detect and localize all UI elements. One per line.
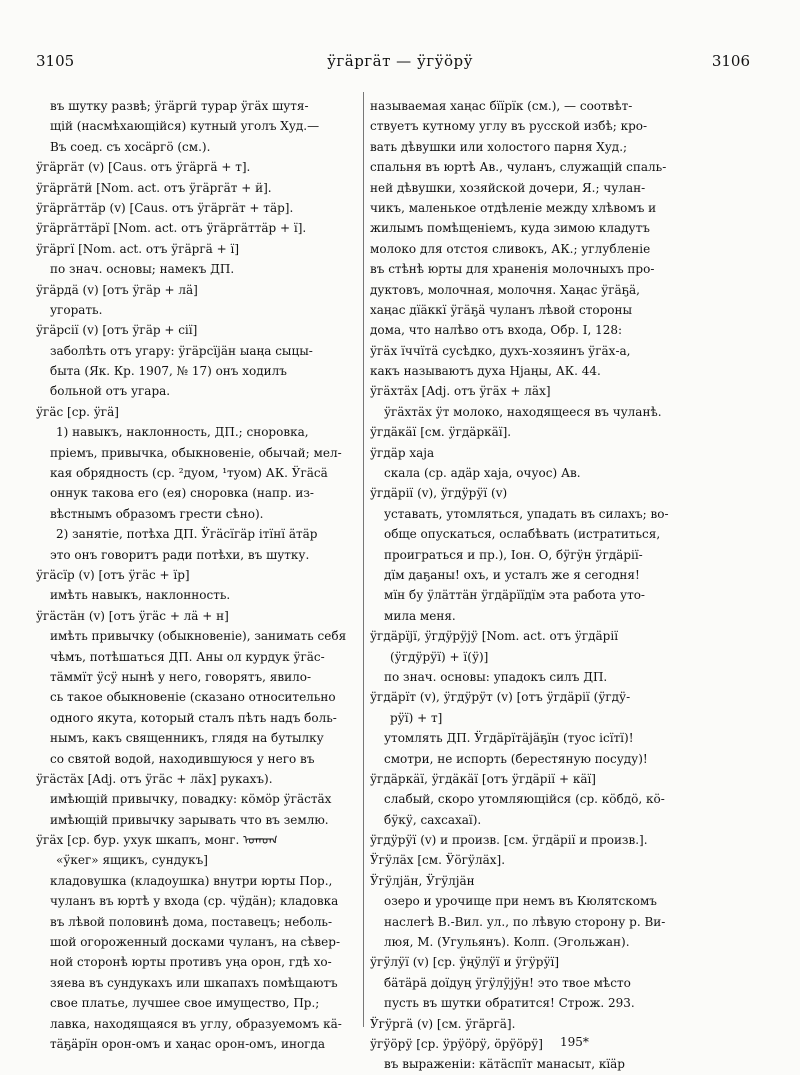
text-line: дїм даҕаны! охъ, и усталъ же я сегодня! — [384, 567, 640, 582]
text-line: оннук такова его (ея) сноровка (напр. из- — [50, 486, 314, 501]
text-line: ӱгдӓр хаја — [370, 445, 435, 460]
text-line: утомлять ДП. Ӱгдӓрїтӓјӓҕїн (туос ісїтї)! — [384, 731, 634, 746]
text-line: чикъ, маленькое отдѣленіе между хлѣвомъ и — [370, 200, 657, 215]
text-line: ӱгдӓрїјї, ӱгдӱрӱјӱ [Nom. act. отъ ӱгдӓрії — [370, 629, 619, 644]
text-line: (ӱгдӱрӱї) + ї(ӱ)] — [390, 649, 489, 664]
text-line: хаңас дїӓккї ӱгӓҕӓ чуланъ лѣвой стороны — [370, 302, 633, 317]
text-line: имѣющій привычку зарывать что въ землю. — [50, 812, 329, 827]
text-line: нымъ, какъ священникъ, глядя на бутылку — [50, 731, 324, 746]
text-line: угорать. — [50, 302, 103, 317]
text-line: ӱгӓсїр (v) [отъ ӱгӓс + їр] — [36, 567, 190, 582]
text-line: молоко для отстоя сливокъ, АК.; углубленіе — [370, 241, 651, 256]
text-line: наслегѣ В.-Вил. ул., по лѣвую сторону р. Ви- — [384, 914, 666, 929]
text-line: обще опускаться, ослабѣвать (истратиться, — [384, 527, 661, 542]
text-line: ней дѣвушки, хозяйской дочери, Я.; чулан- — [370, 180, 646, 195]
text-line: имѣющій привычку, повадку: кӧмӧр ӱгӓстӓх — [50, 792, 332, 807]
text-line: кладовушка (кладоушка) внутри юрты Пор., — [50, 873, 333, 888]
text-line: проиграться и пр.), Іон. О, бӱгӱн ӱгдӓрії- — [384, 547, 643, 562]
text-line: ӱгӓргї [Nom. act. отъ ӱгӓргӓ + ї] — [36, 241, 240, 256]
text-line: ӱгӱлӱї (v) [ср. ӱңӱлӱї и ӱгӱрӱї] — [370, 955, 560, 970]
page-number-left: 3105 — [36, 52, 75, 70]
text-line: тӓммїт ӱсӱ нынѣ у него, говорятъ, явило- — [50, 669, 311, 684]
signature-mark: 195* — [560, 1035, 589, 1049]
text-line: рӱї) + т] — [390, 710, 443, 725]
text-line: Ӱгӱргӓ (v) [см. ӱгӓргӓ]. — [370, 1016, 516, 1031]
text-line: ӱгдӓкӓї [см. ӱгдӓркӓї]. — [370, 425, 512, 440]
column-divider — [363, 92, 364, 1027]
text-line: сь такое обыкновеніе (сказано относительно — [50, 690, 336, 705]
text-line: ӱгӓс [ср. ӱгӓ] — [36, 404, 119, 419]
text-line: уставать, утомляться, упадать въ силахъ; во- — [384, 506, 669, 521]
left-column — [36, 96, 358, 1054]
text-line: «ӱкег» ящикъ, сундукъ] — [56, 853, 208, 868]
text-line: шой огороженный досками чуланъ, на сѣвер- — [50, 935, 341, 950]
text-line: въ лѣвой половинѣ дома, поставецъ; неболь- — [50, 914, 333, 929]
text-line: имѣть навыкъ, наклонность. — [50, 588, 231, 603]
text-line: чуланъ въ юртѣ у входа (ср. чӱдӓн); кладовка — [50, 894, 339, 909]
text-line: ӱгӓргӓттӓр (v) [Caus. отъ ӱгӓргӓт + тӓр]. — [36, 200, 294, 215]
text-line: пріемъ, привычка, обыкновеніе, обычай; мел- — [50, 445, 342, 460]
text-line: кая обрядность (ср. ²дуом, ¹туом) АК. Ӱгӓсӓ — [50, 466, 328, 481]
text-line: ӱгӱӧрӱ [ср. ӱрӱӧрӱ, ӧрӱӧрӱ] — [370, 1036, 543, 1051]
text-line: слабый, скоро утомляющійся (ср. кӧбдӧ, кӧ- — [384, 792, 665, 807]
text-line: въ стѣнѣ юрты для храненія молочныхъ про- — [370, 262, 655, 277]
text-line: по знач. основы; намекъ ДП. — [50, 262, 235, 277]
text-line: ной сторонѣ юрты противъ уңа орон, гдѣ хо- — [50, 955, 332, 970]
text-line: по знач. основы: упадокъ силъ ДП. — [384, 669, 608, 684]
text-line: ӱгӓхтӓх [Adj. отъ ӱгӓх + лӓх] — [370, 384, 551, 399]
text-line: дома, что налѣво отъ входа, Обр. I, 128: — [370, 323, 623, 338]
text-line: Ӱгӱлӓх [см. Ӱӧгӱлӓх]. — [370, 853, 506, 868]
text-line: больной отъ угара. — [50, 384, 171, 399]
text-line: озеро и урочище при немъ въ Кюлятскомъ — [384, 894, 657, 909]
text-line: быта (Як. Кр. 1907, № 17) онъ ходилъ — [50, 364, 287, 379]
text-line: лавка, находящаяся въ углу, образуемомъ кӓ- — [50, 1016, 342, 1031]
text-line: въ выраженіи: кӓтӓспїт манасыт, кїӓр — [384, 1057, 625, 1072]
text-line: жилымъ помѣщеніемъ, куда зимою кладутъ — [370, 221, 650, 236]
text-line: называемая хаңас бїїрїк (см.), — соотвѣт- — [370, 99, 633, 113]
text-line: Ӱгӱлјӓн, Ӱгӱлјӓн — [370, 873, 475, 888]
text-line: 2) занятіе, потѣха ДП. Ӱгӓсїгӓр ітїнї ӓтӓр — [56, 527, 318, 542]
text-line: мила меня. — [384, 608, 456, 623]
text-line: имѣть привычку (обыкновеніе), занимать себя — [50, 629, 347, 644]
text-line: вать дѣвушки или холостого парня Худ.; — [370, 139, 628, 154]
text-line: чѣмъ, потѣшаться ДП. Аны ол курдук ӱгӓс- — [50, 649, 325, 664]
text-line: спальня въ юртѣ Ав., чуланъ, служащій спаль- — [370, 160, 667, 175]
text-line: ӱгдӓрїт (v), ӱгдӱрӱт (v) [отъ ӱгдӓрії (ӱгдӱ- — [370, 690, 631, 705]
text-line: какъ называютъ духа Нјаңы, АК. 44. — [370, 364, 601, 379]
text-line: пусть въ шутки обратится! Строж. 293. — [384, 996, 635, 1011]
text-line: мїн бу ӱлӓттӓн ӱгдӓрїїдїм эта работа уто- — [384, 588, 645, 603]
text-line: вѣстнымъ образомъ грести сѣно). — [50, 506, 264, 521]
text-line: это онъ говоритъ ради потѣхи, въ шутку. — [50, 547, 310, 562]
text-line: 1) навыкъ, наклонность, ДП.; сноровка, — [56, 425, 309, 440]
running-title: ӱгӓргӓт — ӱгӱӧрӱ — [327, 52, 473, 70]
text-line: ӱгӓрсії (v) [отъ ӱгӓр + сії] — [36, 323, 198, 338]
text-line: свое платье, лучшее свое имущество, Пр.; — [50, 996, 320, 1011]
text-line: ӱгӓргӓт (v) [Caus. отъ ӱгӓргӓ + т]. — [36, 160, 251, 175]
text-line: одного якута, который сталъ пѣть надъ боль- — [50, 710, 337, 725]
text-line: ӱгдӓркӓї, ӱгдӓкӓї [отъ ӱгдӓрії + кӓї] — [370, 771, 596, 786]
text-line: ӱгӓх їччїтӓ сусѣдко, духъ-хозяинъ ӱгӓх-а, — [370, 343, 631, 358]
text-line: бӓтӓрӓ доїдуң ӱгӱлӱјӱн! это твое мѣсто — [384, 975, 631, 990]
text-line: ӱгӓргӓттӓрї [Nom. act. отъ ӱгӓргӓттӓр + ї]. — [36, 221, 307, 236]
text-line: Въ соед. съ хосӓргӧ (см.). — [50, 139, 211, 154]
text-line: ӱгӓстӓн (v) [отъ ӱгӓс + лӓ + н] — [36, 608, 229, 623]
text-line: люя, М. (Угульянъ). Колп. (Эгольжан). — [384, 935, 630, 950]
text-line: ӱгӓхтӓх ӱт молоко, находящееся въ чуланѣ. — [384, 404, 662, 419]
text-line: бӱкӱ, сахсахаї). — [384, 812, 482, 827]
page-number-right: 3106 — [711, 52, 750, 70]
text-line: смотри, не испорть (берестяную посуду)! — [384, 751, 648, 766]
text-line: ӱгӓстӓх [Adj. отъ ӱгӓс + лӓх] рукахъ). — [36, 771, 273, 786]
text-line: ӱгӓрдӓ (v) [отъ ӱгӓр + лӓ] — [36, 282, 198, 297]
text-line: ӱгдӱрӱї (v) и произв. [см. ӱгдӓрії и произв.]. — [370, 833, 648, 848]
text-line: щій (насмѣхающійся) кутный уголъ Худ.— — [50, 119, 320, 134]
text-line: со святой водой, находившуюся у него въ — [50, 751, 315, 766]
text-line: дуктовъ, молочная, молочня. Хаңас ӱгӓҕӓ, — [370, 282, 640, 297]
text-line: ӱгӓргӓтӥ [Nom. act. отъ ӱгӓргӓт + ӥ]. — [36, 180, 272, 195]
page-header — [0, 52, 800, 78]
text-line: ствуетъ кутному углу въ русской избѣ; кро- — [370, 119, 648, 134]
text-line: тӓҕӓрїн орон-омъ и хаңас орон-омъ, иногда — [50, 1036, 326, 1051]
text-line: заболѣть отъ угару: ӱгӓрсїјӓн ыаңа сыцы- — [50, 343, 313, 358]
text-line: ӱгдӓрії (v), ӱгдӱрӱї (v) — [370, 486, 508, 501]
text-line: зяева въ сундукахъ или шкапахъ помѣщаютъ — [50, 975, 338, 990]
text-line: въ шутку развѣ; ӱгӓргӥ турар ӱгӓх шутя- — [50, 99, 309, 113]
text-line: скала (ср. адӓр хаја, очуос) Ав. — [384, 466, 581, 481]
text-line: ӱгӓх [ср. бур. ухук шкапъ, монг. ᠤᠬᠤᠭ — [36, 833, 278, 848]
right-column — [370, 96, 762, 1075]
